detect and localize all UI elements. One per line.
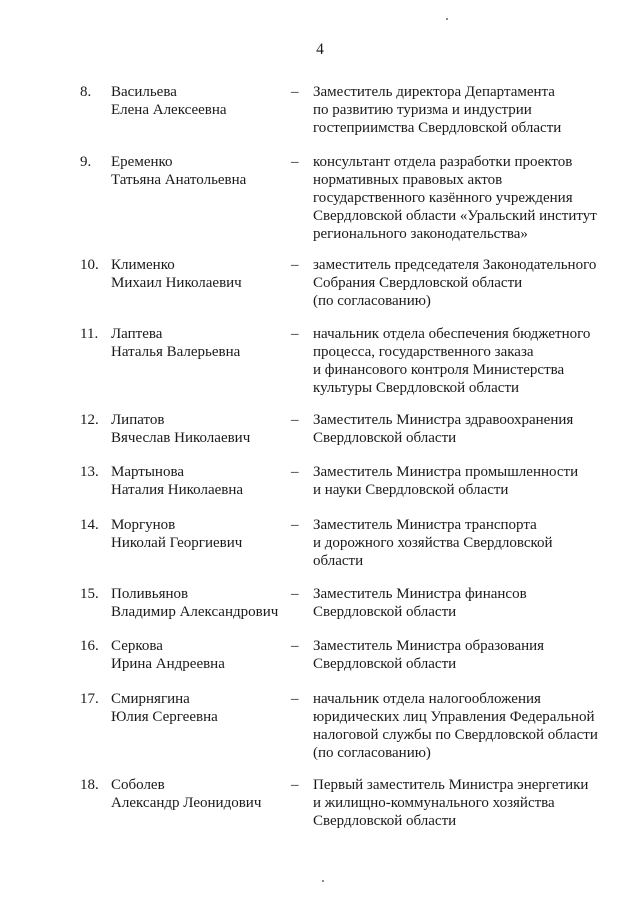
item-number: 15. — [80, 586, 99, 602]
position-description — [313, 690, 598, 762]
description-line: начальник отдела налогообложения — [313, 691, 541, 707]
description-line: и финансового контроля Министерства — [313, 362, 565, 378]
description-line: регионального законодательства» — [313, 226, 528, 242]
description-line: Заместитель Министра здравоохранения — [313, 412, 574, 428]
description-line: Свердловской области — [313, 656, 457, 672]
position-description — [313, 585, 527, 621]
position-description — [313, 776, 588, 830]
description-line: Свердловской области — [313, 430, 457, 446]
description-line: нормативных правовых актов — [313, 172, 503, 188]
separator-dash: – — [291, 586, 299, 602]
surname: Смирнягина — [111, 691, 190, 707]
position-description — [313, 83, 561, 137]
description-line: и дорожного хозяйства Свердловской — [313, 535, 553, 551]
description-line: процесса, государственного заказа — [313, 344, 534, 360]
given-names: Ирина Андреевна — [111, 656, 225, 672]
given-names: Владимир Александрович — [111, 604, 279, 620]
position-description — [313, 256, 596, 310]
position-description — [313, 637, 544, 673]
description-line: начальник отдела обеспечения бюджетного — [313, 326, 591, 342]
person-name — [111, 776, 261, 812]
separator-dash: – — [291, 257, 299, 273]
description-line: юридических лиц Управления Федеральной — [313, 709, 595, 725]
item-number: 16. — [80, 638, 99, 654]
item-number: 10. — [80, 257, 99, 273]
description-line: заместитель председателя Законодательного — [313, 257, 597, 273]
person-name — [111, 690, 218, 726]
surname: Клименко — [111, 257, 175, 273]
scan-speck — [322, 880, 324, 882]
description-line: Собрания Свердловской области — [313, 275, 523, 291]
description-line: области — [313, 553, 364, 569]
person-name — [111, 411, 250, 447]
separator-dash: – — [291, 638, 299, 654]
description-line: государственного казённого учреждения — [313, 190, 573, 206]
description-line: (по согласованию) — [313, 745, 431, 761]
description-line: Первый заместитель Министра энергетики — [313, 777, 589, 793]
given-names: Наталия Николаевна — [111, 482, 244, 498]
description-line: Заместитель Министра финансов — [313, 586, 527, 602]
description-line: и науки Свердловской области — [313, 482, 509, 498]
separator-dash: – — [291, 691, 299, 707]
surname: Мартынова — [111, 464, 185, 480]
person-name — [111, 256, 242, 292]
surname: Серкова — [111, 638, 163, 654]
given-names: Александр Леонидович — [111, 795, 262, 811]
separator-dash: – — [291, 326, 299, 342]
surname: Лаптева — [111, 326, 163, 342]
description-line: и жилищно-коммунального хозяйства — [313, 795, 555, 811]
given-names: Наталья Валерьевна — [111, 344, 241, 360]
surname: Васильева — [111, 84, 177, 100]
position-description — [313, 325, 590, 397]
description-line: Свердловской области — [313, 813, 457, 829]
separator-dash: – — [291, 464, 299, 480]
item-number: 12. — [80, 412, 99, 428]
item-number: 8. — [80, 84, 92, 100]
item-number: 13. — [80, 464, 99, 480]
position-description — [313, 463, 578, 499]
separator-dash: – — [291, 154, 299, 170]
given-names: Вячеслав Николаевич — [111, 430, 251, 446]
description-line: консультант отдела разработки проектов — [313, 154, 573, 170]
item-number: 9. — [80, 154, 92, 170]
person-name — [111, 637, 225, 673]
item-number: 11. — [80, 326, 99, 342]
person-name — [111, 83, 227, 119]
item-number: 14. — [80, 517, 99, 533]
scan-speck — [446, 18, 448, 20]
person-name — [111, 153, 246, 189]
page-number: 4 — [316, 41, 324, 58]
description-line: гостеприимства Свердловской области — [313, 120, 562, 136]
description-line: Заместитель Министра транспорта — [313, 517, 537, 533]
item-number: 18. — [80, 777, 99, 793]
description-line: Свердловской области «Уральский институт — [313, 208, 597, 224]
person-name — [111, 463, 243, 499]
description-line: (по согласованию) — [313, 293, 431, 309]
separator-dash: – — [291, 412, 299, 428]
item-number: 17. — [80, 691, 99, 707]
person-name — [111, 516, 242, 552]
person-name — [111, 585, 278, 621]
surname: Липатов — [111, 412, 165, 428]
separator-dash: – — [291, 517, 299, 533]
position-description — [313, 153, 597, 243]
description-line: Заместитель директора Департамента — [313, 84, 555, 100]
description-line: по развитию туризма и индустрии — [313, 102, 532, 118]
description-line: Заместитель Министра промышленности — [313, 464, 579, 480]
given-names: Юлия Сергеевна — [111, 709, 218, 725]
description-line: Заместитель Министра образования — [313, 638, 545, 654]
position-description — [313, 516, 553, 570]
given-names: Михаил Николаевич — [111, 275, 242, 291]
description-line: Свердловской области — [313, 604, 457, 620]
description-line: культуры Свердловской области — [313, 380, 520, 396]
given-names: Татьяна Анатольевна — [111, 172, 247, 188]
given-names: Елена Алексеевна — [111, 102, 227, 118]
surname: Соболев — [111, 777, 165, 793]
surname: Моргунов — [111, 517, 176, 533]
separator-dash: – — [291, 84, 299, 100]
surname: Поливьянов — [111, 586, 189, 602]
position-description — [313, 411, 573, 447]
description-line: налоговой службы по Свердловской области — [313, 727, 598, 743]
given-names: Николай Георгиевич — [111, 535, 243, 551]
surname: Еременко — [111, 154, 173, 170]
person-name — [111, 325, 240, 361]
separator-dash: – — [291, 777, 299, 793]
